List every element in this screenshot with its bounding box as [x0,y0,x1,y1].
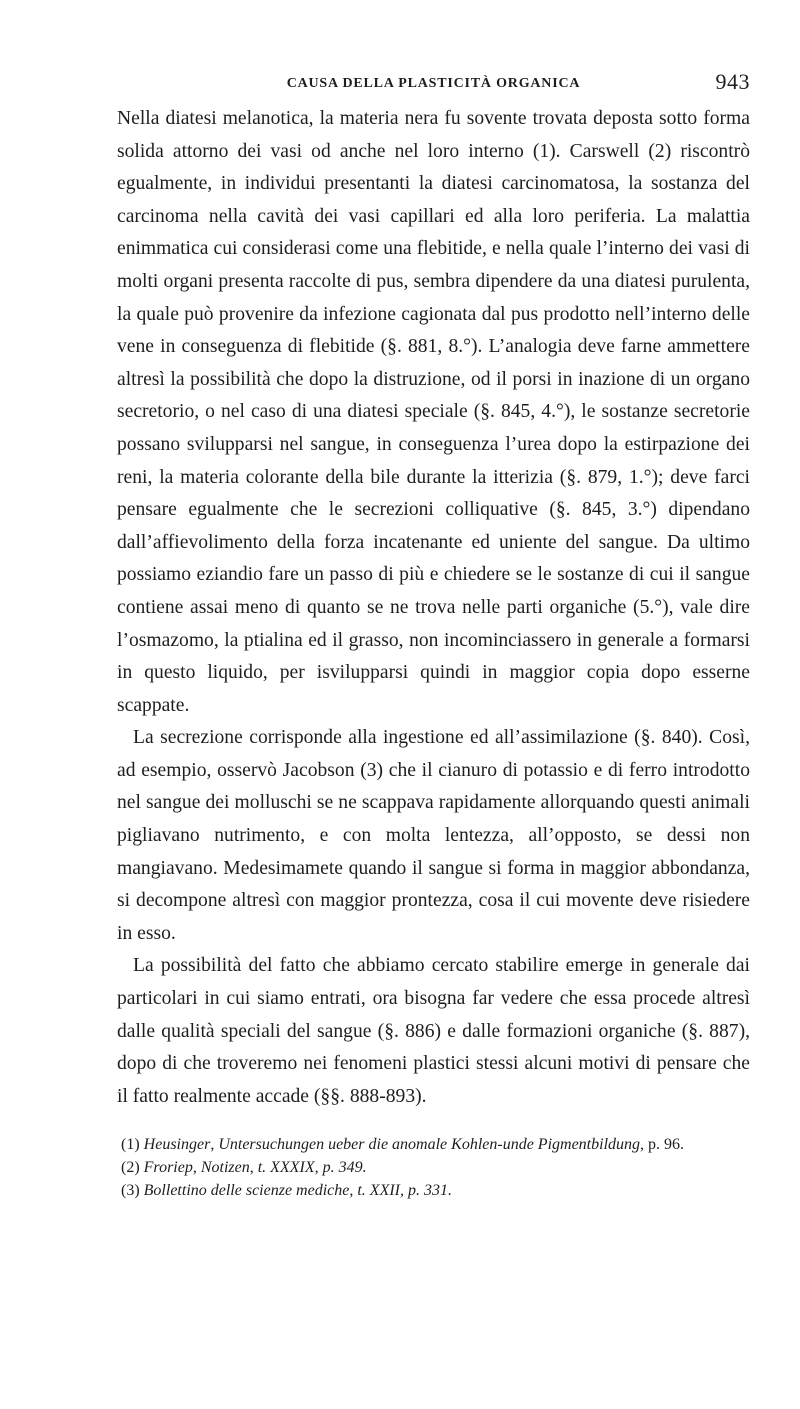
paragraph-2: La secrezione corrisponde alla ingestione ed all’assimilazione (§. 840). Così, ad esempio, osservò Jacobson (3) che il cianuro di potassio e di ferro introdotto nel sangue dei molluschi se ne scappava rapidamente allorquando questi animali pigliavano nutrimento, e con molta lentezza, all’opposto, se dessi non mangiavano. Medesimamete quando il sangue si forma in maggior abbondanza, si decompone altresì con maggior prontezza, cosa il cui movente deve risiedere in esso. [117,727,750,944]
running-head [117,62,750,92]
running-title: CAUSA DELLA PLASTICITÀ ORGANICA [286,76,581,91]
footnote-ref: p. 96. [648,1136,685,1154]
footnote-ref: t. XXXIX, p. 349. [257,1159,367,1177]
book-page [117,62,750,1202]
footnote-work: Bollettino delle scienze mediche [143,1182,350,1200]
footnote-ref: t. XXII, p. 331. [357,1182,453,1200]
footnote-3: (3) Bollettino delle scienze mediche, t. XXII, p. 331. [121,1182,453,1200]
paragraph-1: Nella diatesi melanotica, la materia nera fu sovente trovata deposta sotto forma solida attorno dei vasi od anche nel loro interno (1). Carswell (2) riscontrò egualmente, in individui presentanti la diatesi carcinomatosa, la sostanza del carcinoma nella cavità dei vasi capillari ed alla loro periferia. La malattia enimmatica cui considerasi come una flebitide, e nella quale l’interno dei vasi di molti organi presenta raccolte di pus, sembra dipendere da una diatesi purulenta, la quale può provenire da infezione cagionata dal pus prodotto nell’interno delle vene in conseguenza di flebitide (§. 881, 8.°). L’analogia deve farne ammettere altresì la possibilità che dopo la distruzione, od il porsi in inazione di un organo secretorio, o nel caso di una diatesi speciale (§. 845, 4.°), le sostanze secretorie possano svilupparsi nel sangue, in conseguenza l’urea dopo la estirpazione dei reni, la materia colorante della bile durante la itterizia (§. 879, 1.°); deve farci pensare egualmente che le secrezioni colliquative (§. 845, 3.°) dipendano dall’affievolimento della forza incatenante ed uniente del sangue. Da ultimo possiamo eziandio fare un passo di più e chiedere se le sostanze di cui il sangue contiene assai meno di quanto se ne trova nelle parti organiche (5.°), vale dire l’osmazomo, la ptialina ed il grasso, non incominciassero in generale a formarsi in questo liquido, per isvilupparsi quindi in maggior copia dopo esserne scappate. [117,108,750,716]
footnote-author: Heusinger [143,1136,211,1154]
page-number: 943 [715,69,750,94]
body-text [117,103,750,1113]
footnote-marker: (3) [121,1182,140,1200]
footnote-2: (2) Froriep, Notizen, t. XXXIX, p. 349. [121,1159,367,1177]
footnote-work: Notizen [200,1159,250,1177]
footnotes [117,1133,750,1202]
paragraph-3: La possibilità del fatto che abbiamo cercato stabilire emerge in generale dai particolari in cui siamo entrati, ora bisogna far vedere che essa procede altresì dalle qualità speciali del sangue (§. 886) e dalle formazioni organiche (§. 887), dopo di che troveremo nei fenomeni plastici stessi alcuni motivi di pensare che il fatto realmente accade (§§. 888-893). [117,955,750,1107]
footnote-work: Untersuchungen ueber die anomale Kohlen-unde Pigmentbildung [218,1136,641,1154]
footnote-marker: (1) [121,1136,140,1154]
footnote-author: Froriep [143,1159,193,1177]
footnote-marker: (2) [121,1159,140,1177]
footnote-1: (1) Heusinger, Untersuchungen ueber die anomale Kohlen-unde Pigmentbildung, p. 96. [121,1136,685,1154]
